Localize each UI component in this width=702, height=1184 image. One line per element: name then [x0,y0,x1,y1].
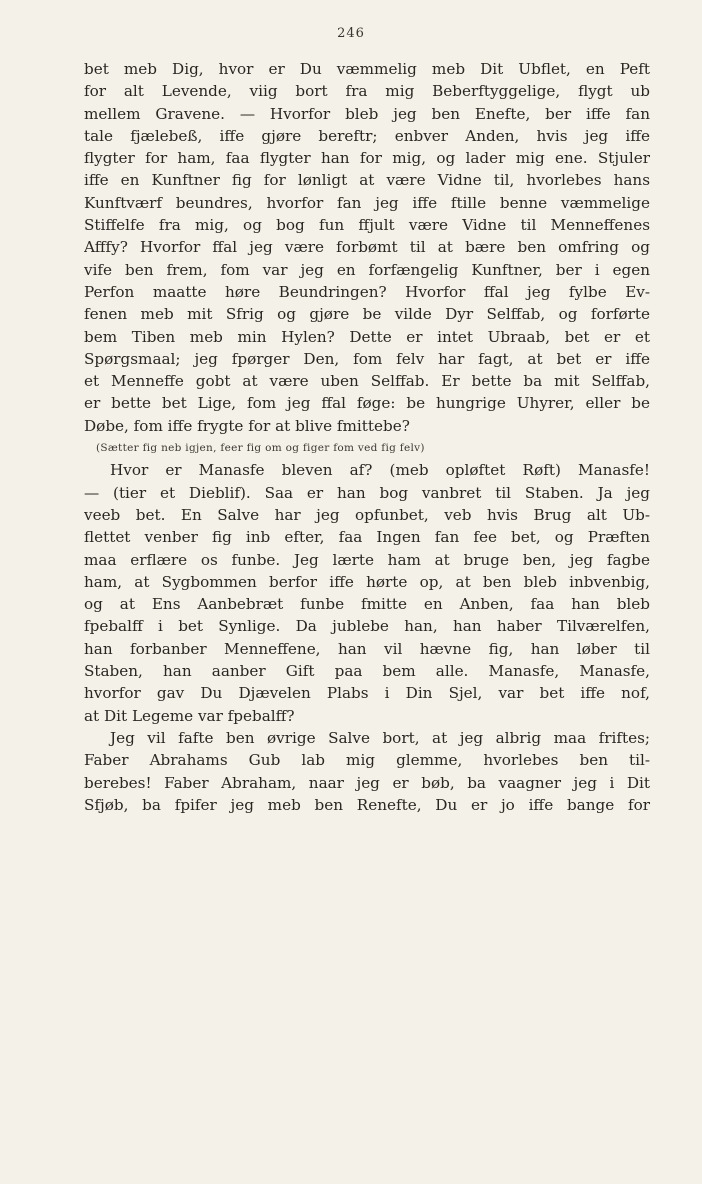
body-text [84,58,650,816]
text-line: Jeg vil fafte ben øvrige Salve bort, at jeg albrig maa friftes; [110,728,650,747]
text-line: Faber Abrahams Gub lab mig glemme, hvorlebes ben til- [84,751,650,770]
stage-direction: (Sætter fig neb igjen, feer fig om og figer fom ved fig felv) [96,442,425,455]
page-number: 246 [337,26,365,41]
text-line: mellem Gravene. — Hvorfor bleb jeg ben Enefte, ber iffe fan [84,104,650,123]
text-line: Sfjøb, ba fpifer jeg meb ben Renefte, Du er jo iffe bange for [84,795,650,814]
text-line: fenen meb mit Sfrig og gjøre be vilde Dyr Selffab, og forførte [84,305,650,324]
text-line: tale fjælebeß, iffe gjøre bereftr; enbver Anden, hvis jeg iffe [84,126,650,145]
text-line: Kunftværf beundres, hvorfor fan jeg iffe ftille benne væmmelige [84,193,650,212]
text-line: fpebalff i bet Synlige. Da jublebe han, han haber Tilværelfen, [84,617,650,636]
text-line: et Menneffe gobt at være uben Selffab. Er bette ba mit Selffab, [84,372,650,391]
text-line: Stiffelfe fra mig, og bog fun ffjult være Vidne til Menneffenes [84,216,650,235]
text-line: Døbe, fom iffe frygte for at blive fmittebe? [84,416,410,435]
text-line: Spørgsmaal; jeg fpørger Den, fom felv har fagt, at bet er iffe [84,349,650,368]
text-line: Staben, han aanber Gift paa bem alle. Manasfe, Manasfe, [84,662,650,681]
text-line: ham, at Sygbommen berfor iffe hørte op, at ben bleb inbvenbig, [84,572,650,591]
text-line: vife ben frem, fom var jeg en forfængelig Kunftner, ber i egen [84,260,650,279]
text-line: Afffy? Hvorfor ffal jeg være forbømt til at bære ben omfring og [84,238,650,257]
text-line: Hvor er Manasfe bleven af? (meb opløftet Røft) Manasfe! [110,461,650,480]
text-line: og at Ens Aanbebræt funbe fmitte en Anben, faa han bleb [84,595,650,614]
text-line: flettet venber fig inb efter, faa Ingen fan fee bet, og Præften [84,528,650,547]
text-line: maa erflære os funbe. Jeg lærte ham at bruge ben, jeg fagbe [84,550,650,569]
text-line: er bette bet Lige, fom jeg ffal føge: be hungrige Uhyrer, eller be [84,394,650,413]
text-line: hvorfor gav Du Djævelen Plabs i Din Sjel, var bet iffe nof, [84,684,650,703]
text-line: han forbanber Menneffene, han vil hævne fig, han løber til [84,639,650,658]
text-line: iffe en Kunftner fig for lønligt at være Vidne til, hvorlebes hans [84,171,650,190]
text-line: veeb bet. En Salve har jeg opfunbet, veb hvis Brug alt Ub- [84,505,650,524]
text-line: at Dit Legeme var fpebalff? [84,706,295,725]
text-line: Perfon maatte høre Beundringen? Hvorfor ffal jeg fylbe Ev- [84,282,650,301]
text-line: berebes! Faber Abraham, naar jeg er bøb, ba vaagner jeg i Dit [84,773,650,792]
text-line: flygter for ham, faa flygter han for mig, og lader mig ene. Stjuler [84,149,650,168]
text-line: bem Tiben meb min Hylen? Dette er intet Ubraab, bet er et [84,327,650,346]
text-line: — (tier et Dieblif). Saa er han bog vanbret til Staben. Ja jeg [84,483,650,502]
text-line: for alt Levende, viig bort fra mig Beberftyggelige, flygt ub [84,82,650,101]
text-line: bet meb Dig, hvor er Du væmmelig meb Dit Ubflet, en Peft [84,60,650,78]
